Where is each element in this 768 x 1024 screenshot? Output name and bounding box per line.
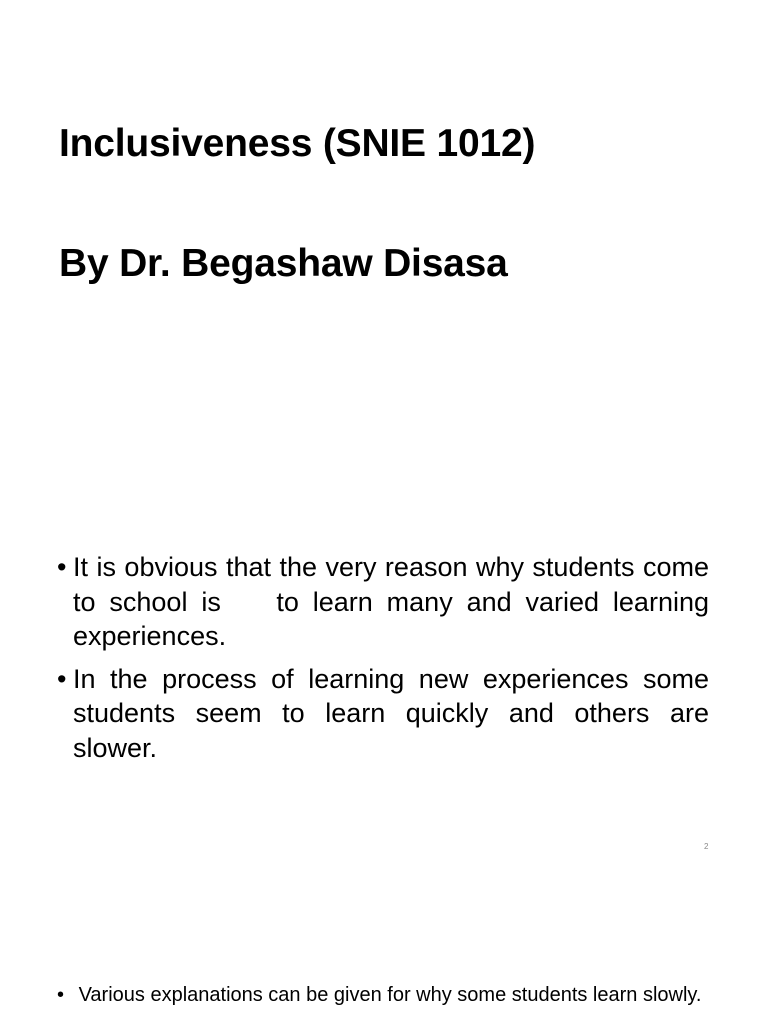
- bullet-text: It is obvious that the very reason why students come to school is to learn many and varied learning experiences.: [73, 552, 717, 651]
- list-item: [57, 662, 709, 766]
- slide-3: [0, 870, 768, 1024]
- list-item: [57, 983, 709, 1007]
- bullet-icon: •: [57, 552, 67, 582]
- bullet-list: [57, 550, 717, 773]
- list-item: [57, 550, 717, 654]
- bullet-text: Various explanations can be given for why some students learn slowly.: [73, 984, 702, 1006]
- bullet-text: In the process of learning new experiences some students seem to learn quickly and others are slower.: [73, 663, 709, 763]
- slide-author: By Dr. Begashaw Disasa: [59, 242, 508, 285]
- slide-2: [0, 500, 768, 870]
- slide-1: [0, 0, 768, 500]
- bullet-icon: •: [57, 984, 65, 1006]
- page-number: 2: [704, 842, 709, 851]
- slide-title: Inclusiveness (SNIE 1012): [59, 122, 536, 165]
- bullet-list: [57, 983, 709, 1007]
- bullet-icon: •: [57, 663, 67, 694]
